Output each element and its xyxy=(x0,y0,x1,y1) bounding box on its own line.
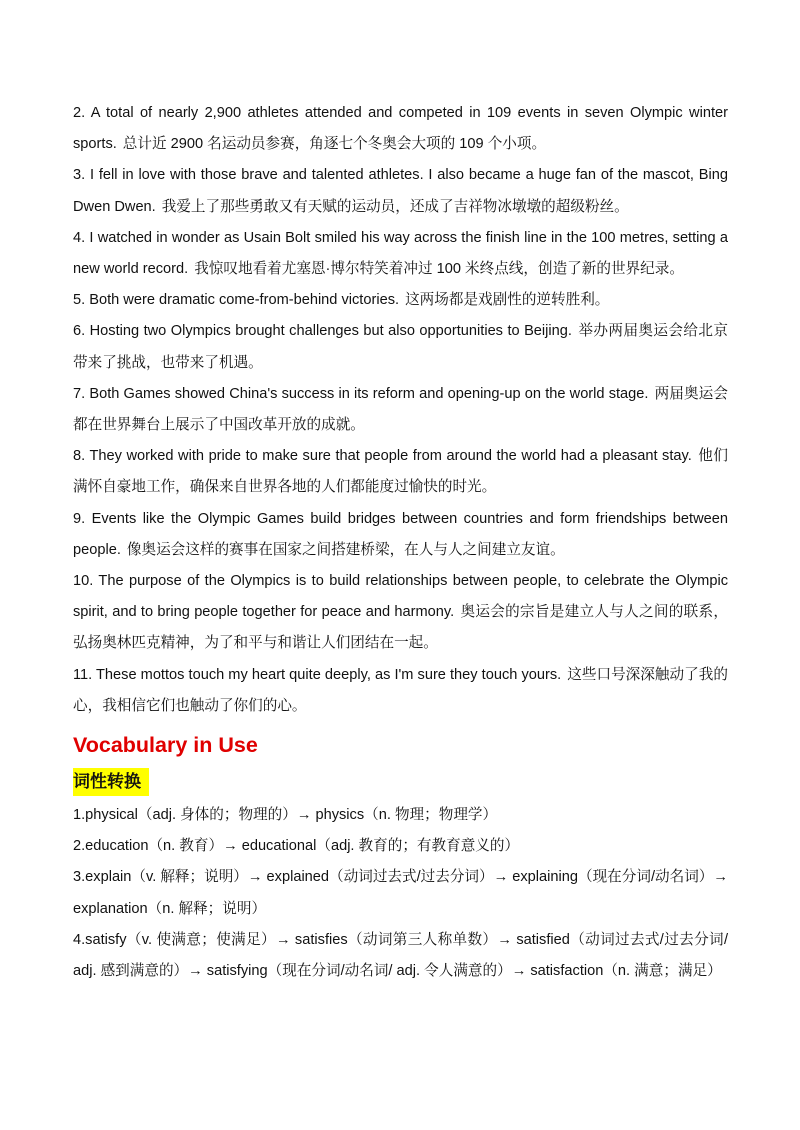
sentence-10 xyxy=(73,566,728,660)
sentence-en: 6. Hosting two Olympics brought challenges but also opportunities to Beijing. xyxy=(73,323,572,340)
sentence-zh: 这两场都是戏剧性的逆转胜利。 xyxy=(405,292,610,309)
sentence-en: 11. These mottos touch my heart quite deeply, as I'm sure they touch yours. xyxy=(73,666,562,683)
sentence-6 xyxy=(73,316,728,378)
sentence-11 xyxy=(73,660,728,722)
sentence-zh: 两届奥运会都在世界舞台上展示了中国改革开放的成就。 xyxy=(73,385,728,434)
vocab-item-4: 4.satisfy（v. 使满意；使满足）→ satisfies（动词第三人称单数）→ satisfied（动词过去式/过去分词/ adj. 感到满意的）→ satisfying（现在分词/动名词/ adj. 令人满意的）→ satisfaction（n. 满意；满足） xyxy=(73,931,728,980)
sentence-en: 10. The purpose of the Olympics is to build relationships between people, to celebrate the Olympic spirit, and to bring people together for peace and harmony. xyxy=(73,573,728,621)
sentence-2 xyxy=(73,98,728,160)
sentence-zh: 我惊叹地看着尤塞恩·博尔特笑着冲过 100 米终点线，创造了新的世界纪录。 xyxy=(194,261,684,278)
sentence-zh: 举办两届奥运会给北京带来了挑战，也带来了机遇。 xyxy=(73,323,728,371)
document-page xyxy=(73,98,728,987)
sentence-en: 4. I watched in wonder as Usain Bolt smiled his way across the finish line in the 100 metres, setting a new world record. xyxy=(73,229,728,278)
sentence-7 xyxy=(73,379,728,441)
sub-heading-row xyxy=(73,768,728,798)
sentence-en: 5. Both were dramatic come-from-behind victories. xyxy=(73,292,400,309)
sentence-zh: 我爱上了那些勇敢又有天赋的运动员，还成了吉祥物冰墩墩的超级粉丝。 xyxy=(161,198,629,215)
sentence-zh: 这些口号深深触动了我的心，我相信它们也触动了你们的心。 xyxy=(73,666,728,714)
section-heading: Vocabulary in Use xyxy=(73,733,258,758)
sentence-zh: 他们满怀自豪地工作，确保来自世界各地的人们都能度过愉快的时光。 xyxy=(73,448,728,496)
sentence-en: 3. I fell in love with those brave and talented athletes. I also became a huge fan of the mascot, Bing Dwen Dwen. xyxy=(73,167,728,215)
sentence-en: 8. They worked with pride to make sure that people from around the world had a pleasant stay. xyxy=(73,448,692,465)
sentence-5 xyxy=(73,285,728,316)
sentence-8 xyxy=(73,441,728,503)
vocab-item-2: 2.education（n. 教育）→ educational（adj. 教育的；有教育意义的） xyxy=(73,838,520,855)
vocab-item-1: 1.physical（adj. 身体的；物理的）→ physics（n. 物理；物理学） xyxy=(73,807,498,824)
sentence-zh: 总计近 2900 名运动员参赛，角逐七个冬奥会大项的 109 个小项。 xyxy=(122,136,547,153)
sentence-en: 7. Both Games showed China's success in its reform and opening-up on the world stage. xyxy=(73,385,649,402)
vocab-item-3: 3.explain（v. 解释；说明）→ explained（动词过去式/过去分词）→ explaining（现在分词/动名词）→ explanation（n. 解释；说明） xyxy=(73,869,728,917)
sub-heading-highlight: 词性转换 xyxy=(73,768,149,796)
sentence-zh: 像奥运会这样的赛事在国家之间搭建桥梁，在人与人之间建立友谊。 xyxy=(126,541,565,558)
sentence-en: 2. A total of nearly 2,900 athletes attended and competed in 109 events in seven Olympic winter sports. xyxy=(73,105,728,153)
sentence-zh: 奥运会的宗旨是建立人与人之间的联系，弘扬奥林匹克精神，为了和平与和谐让人们团结在一起。 xyxy=(73,604,728,652)
sentence-9 xyxy=(73,504,728,566)
sentence-3 xyxy=(73,160,728,222)
sentence-en: 9. Events like the Olympic Games build bridges between countries and form friendships between people. xyxy=(73,510,728,558)
sentence-4 xyxy=(73,223,728,285)
